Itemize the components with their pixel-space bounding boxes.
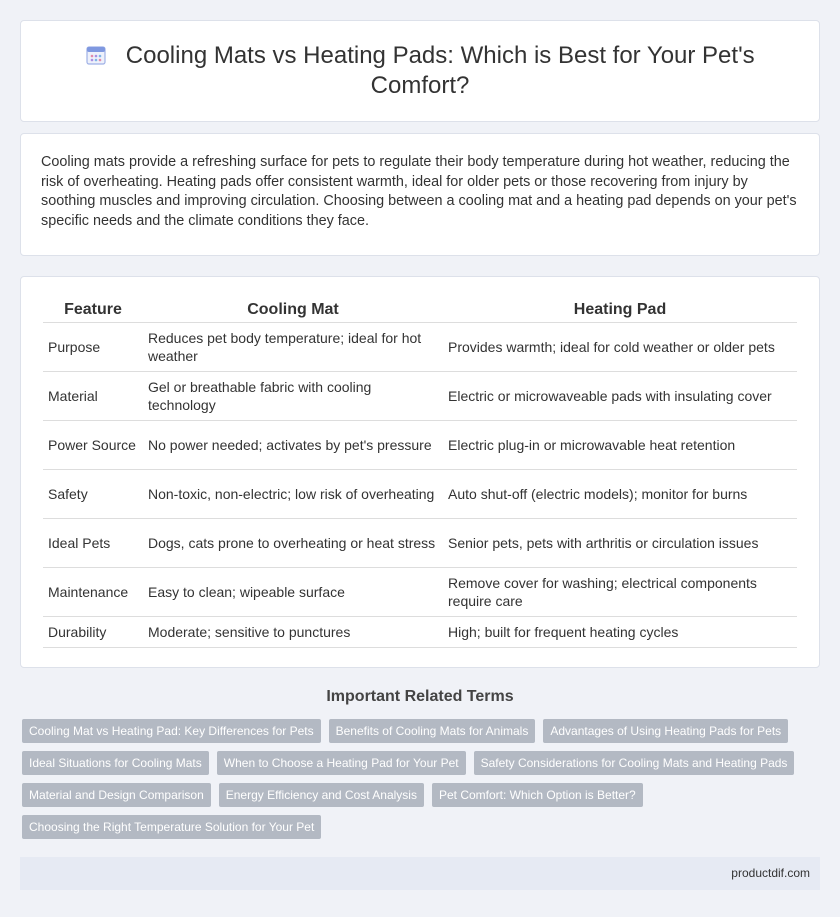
related-term-tag[interactable]: When to Choose a Heating Pad for Your Pet (217, 751, 466, 775)
related-terms-title: Important Related Terms (326, 688, 514, 705)
title-card (20, 20, 820, 122)
cooling-mat-cell: Gel or breathable fabric with cooling technology (143, 372, 443, 421)
related-term-tag[interactable]: Material and Design Comparison (22, 783, 211, 807)
heating-pad-cell: Provides warmth; ideal for cold weather or older pets (443, 323, 797, 372)
cooling-mat-cell: Reduces pet body temperature; ideal for hot weather (143, 323, 443, 372)
cooling-mat-cell: Non-toxic, non-electric; low risk of overheating (143, 470, 443, 519)
feature-cell: Material (43, 372, 143, 421)
cooling-mat-cell: No power needed; activates by pet's pressure (143, 421, 443, 470)
intro-card (20, 133, 820, 256)
feature-cell: Durability (43, 617, 143, 648)
table-row (43, 421, 797, 470)
comparison-table-card (20, 276, 820, 668)
related-term-tag[interactable]: Advantages of Using Heating Pads for Pets (543, 719, 788, 743)
column-header-heating-pad: Heating Pad (443, 297, 797, 323)
related-terms-list (20, 719, 820, 847)
heating-pad-cell: Senior pets, pets with arthritis or circulation issues (443, 519, 797, 568)
related-term-tag[interactable]: Choosing the Right Temperature Solution for Your Pet (22, 815, 321, 839)
table-row (43, 372, 797, 421)
heating-pad-cell: Remove cover for washing; electrical components require care (443, 568, 797, 617)
cooling-mat-cell: Easy to clean; wipeable surface (143, 568, 443, 617)
column-header-cooling-mat: Cooling Mat (143, 297, 443, 323)
footer-site-name: productdif.com (731, 866, 810, 880)
table-row (43, 470, 797, 519)
feature-cell: Maintenance (43, 568, 143, 617)
heating-pad-cell: High; built for frequent heating cycles (443, 617, 797, 648)
feature-cell: Ideal Pets (43, 519, 143, 568)
table-row (43, 617, 797, 648)
table-row (43, 323, 797, 372)
cooling-mat-cell: Moderate; sensitive to punctures (143, 617, 443, 648)
comparison-table (43, 297, 797, 648)
related-term-tag[interactable]: Ideal Situations for Cooling Mats (22, 751, 209, 775)
column-header-feature: Feature (43, 297, 143, 323)
intro-paragraph: Cooling mats provide a refreshing surface for pets to regulate their body temperature during hot weather, reducing the risk of overheating. Heating pads offer consistent warmth, ideal for older pets or those recovering from injury by soothing muscles and improving circulation. Choosing between a cooling mat and a heating pad depends on your pet's specific needs and the climate conditions they face. (41, 154, 797, 229)
feature-cell: Power Source (43, 421, 143, 470)
related-term-tag[interactable]: Benefits of Cooling Mats for Animals (329, 719, 536, 743)
title-wrap (81, 41, 759, 101)
footer (20, 857, 820, 890)
table-row (43, 519, 797, 568)
calendar-icon (85, 44, 107, 66)
page-title: Cooling Mats vs Heating Pads: Which is Best for Your Pet's Comfort? (125, 42, 755, 99)
related-term-tag[interactable]: Safety Considerations for Cooling Mats and Heating Pads (474, 751, 795, 775)
table-row (43, 568, 797, 617)
related-term-tag[interactable]: Pet Comfort: Which Option is Better? (432, 783, 643, 807)
heating-pad-cell: Electric plug-in or microwavable heat retention (443, 421, 797, 470)
feature-cell: Safety (43, 470, 143, 519)
feature-cell: Purpose (43, 323, 143, 372)
heating-pad-cell: Electric or microwaveable pads with insulating cover (443, 372, 797, 421)
related-term-tag[interactable]: Cooling Mat vs Heating Pad: Key Differences for Pets (22, 719, 321, 743)
heating-pad-cell: Auto shut-off (electric models); monitor for burns (443, 470, 797, 519)
table-header-row (43, 297, 797, 323)
related-term-tag[interactable]: Energy Efficiency and Cost Analysis (219, 783, 424, 807)
cooling-mat-cell: Dogs, cats prone to overheating or heat stress (143, 519, 443, 568)
